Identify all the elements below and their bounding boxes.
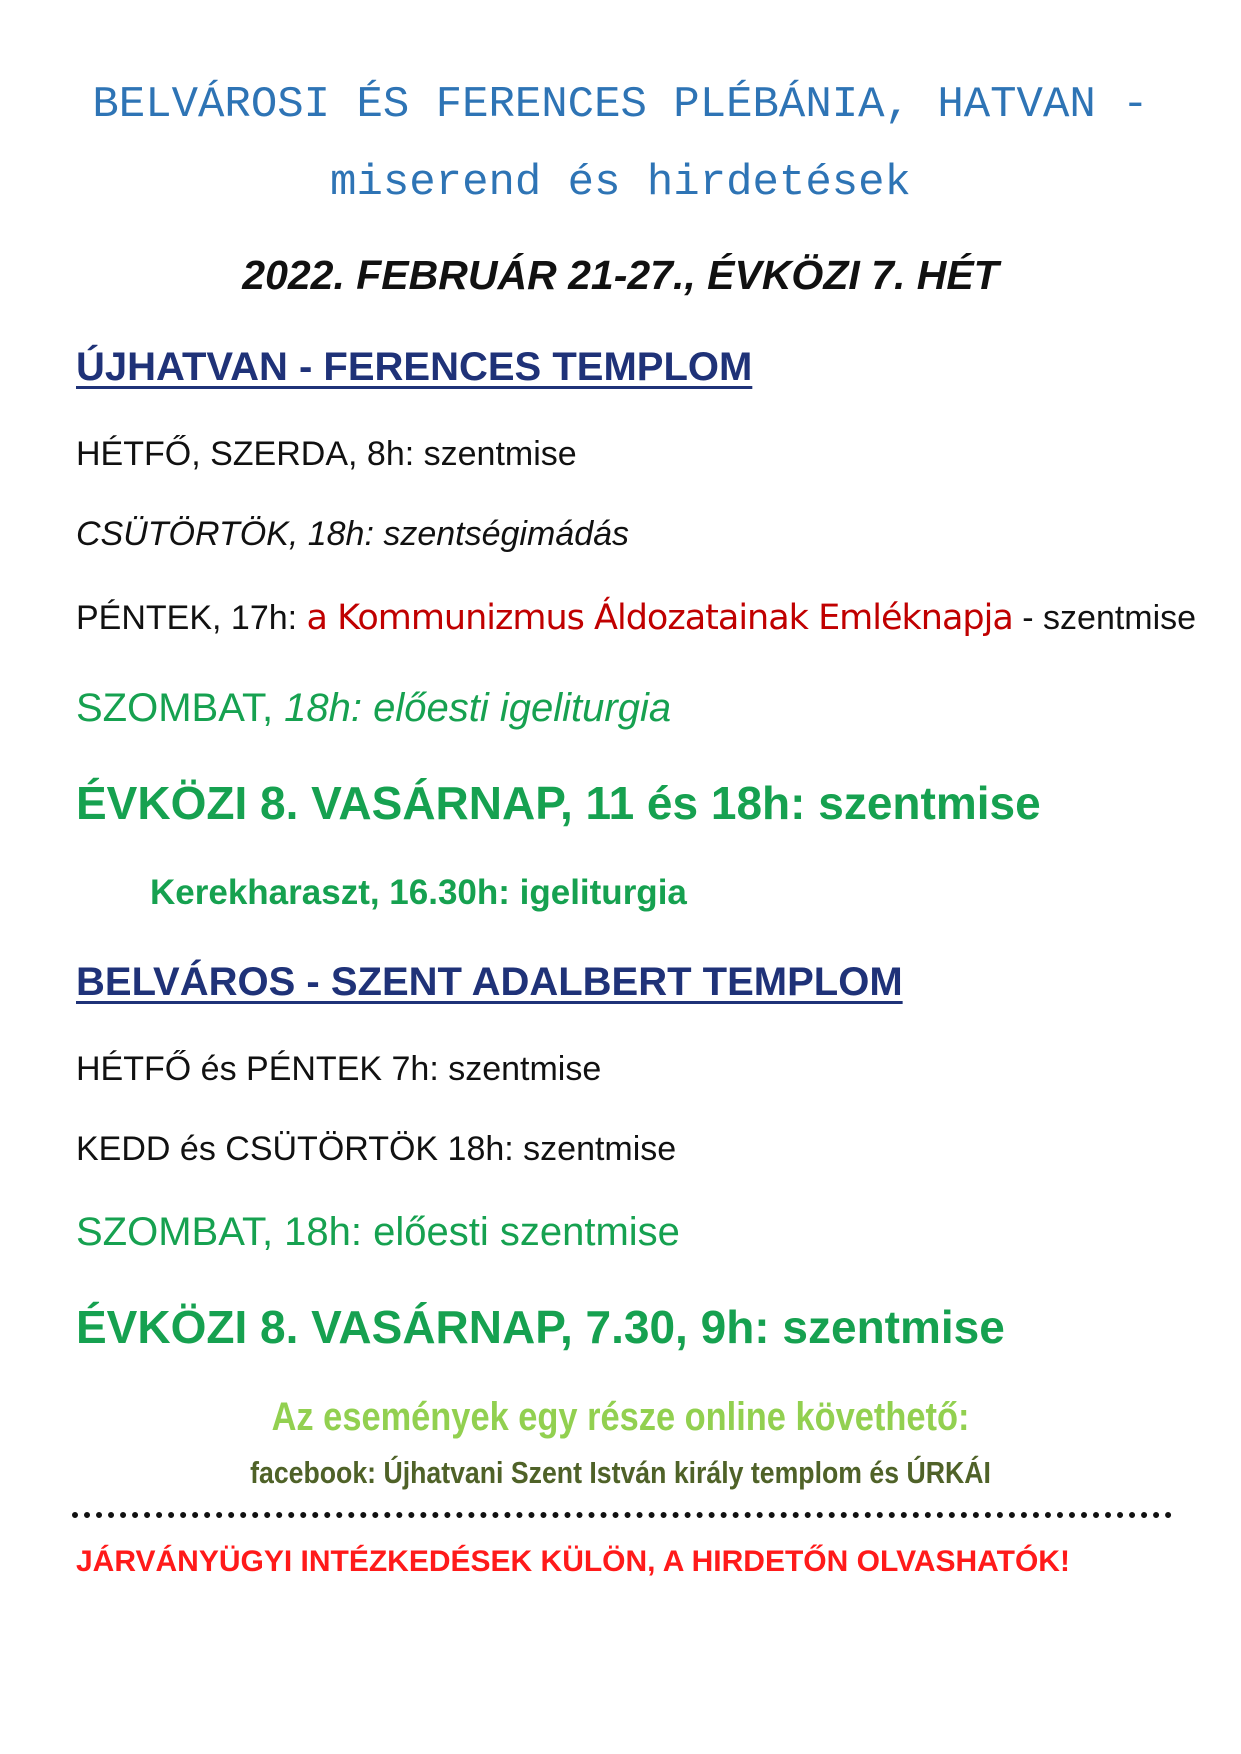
sunday-suffix: , 7.30, 9h: szentmise [559,1301,1005,1353]
friday-event: a Kommunizmus Áldozatainak Emléknapja [306,598,1013,638]
friday-prefix: PÉNTEK, 17h: [76,599,307,637]
ujhatvan-friday [76,598,1196,638]
online-notice: Az események egy része online követhető: [271,1395,970,1439]
saturday-event: 18h: előesti igeliturgia [284,686,672,730]
week-title: 2022. FEBRUÁR 21-27., ÉVKÖZI 7. HÉT [242,252,999,298]
ujhatvan-sunday: ÉVKÖZI 8. VASÁRNAP, 11 és 18h: szentmise [76,777,1041,829]
dotted-divider [72,1512,1172,1518]
parish-title: BELVÁROSI ÉS FERENCES PLÉBÁNIA, HATVAN - [92,80,1149,130]
belvaros-heading: BELVÁROS - SZENT ADALBERT TEMPLOM [76,960,903,1004]
belvaros-sunday [76,1300,1005,1354]
friday-suffix: - szentmise [1012,599,1197,637]
kerekharaszt-line: Kerekharaszt, 16.30h: igeliturgia [150,873,687,912]
belvaros-monday-friday: HÉTFŐ és PÉNTEK 7h: szentmise [76,1050,602,1088]
belvaros-tuesday-thursday: KEDD és CSÜTÖRTÖK 18h: szentmise [76,1130,677,1168]
epidemic-warning: JÁRVÁNYÜGYI INTÉZKEDÉSEK KÜLÖN, A HIRDETŐN OLVASHATÓK! [76,1545,1070,1578]
ujhatvan-thursday: CSÜTÖRTÖK, 18h: szentségimádás [76,515,630,553]
saturday-day: SZOMBAT, [76,686,285,730]
sunday-prefix: ÉVKÖZI 8. VASÁRNAP [76,1301,560,1353]
belvaros-saturday: SZOMBAT, 18h: előesti szentmise [76,1210,680,1254]
ujhatvan-monday-wednesday: HÉTFŐ, SZERDA, 8h: szentmise [76,435,577,473]
ujhatvan-saturday [76,686,671,731]
facebook-notice: facebook: Újhatvani Szent István király templom és ÚRKÁI [250,1455,991,1490]
parish-subtitle: miserend és hirdetések [330,158,911,208]
ujhatvan-heading: ÚJHATVAN - FERENCES TEMPLOM [76,345,753,389]
